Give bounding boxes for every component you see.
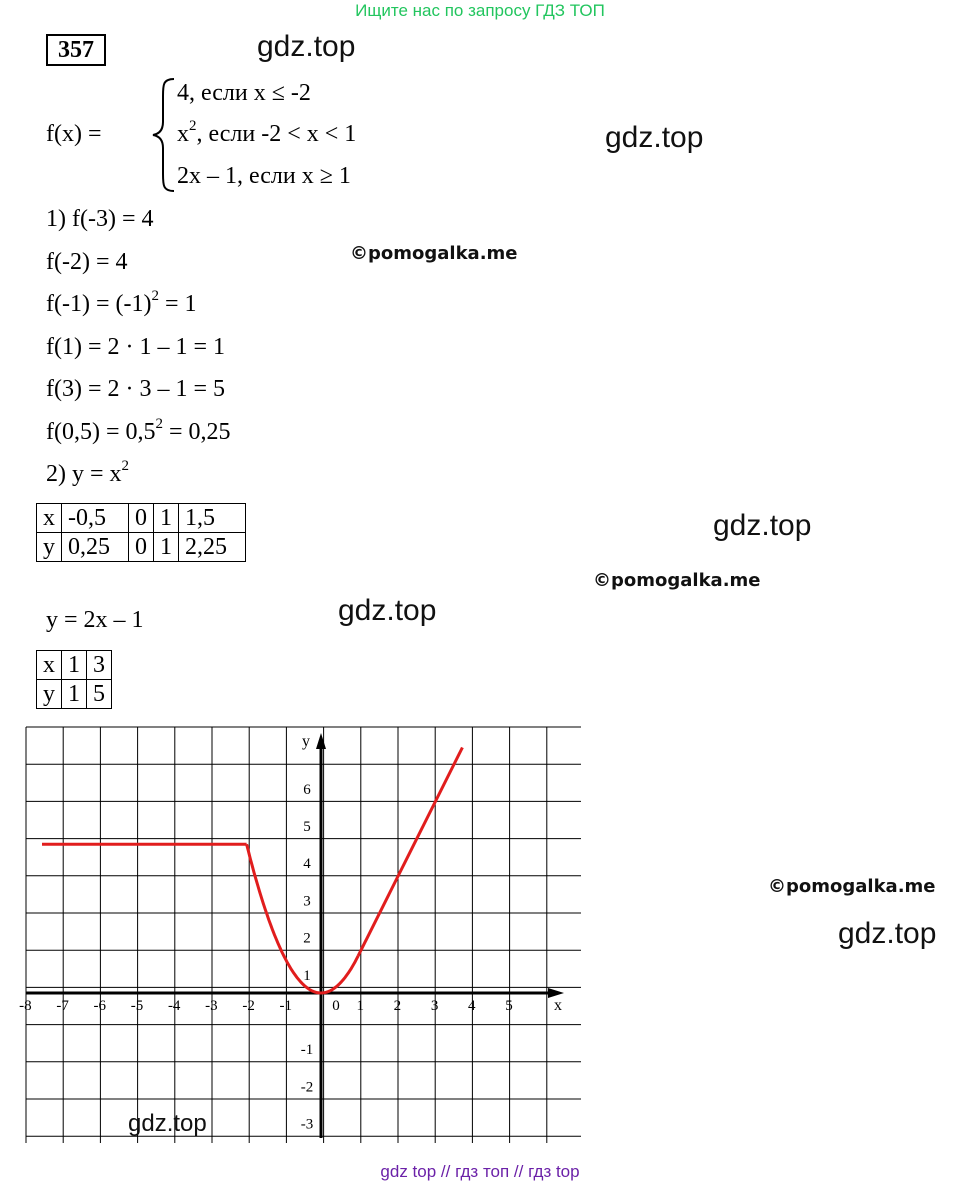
part2-text: 2) y = x xyxy=(46,461,122,487)
x-tick-label: -5 xyxy=(130,998,144,1014)
watermark-pomogalka: ©pomogalka.me xyxy=(350,243,518,264)
y-tick-label: -1 xyxy=(300,1042,314,1059)
case-2-condition: , если -2 < x < 1 xyxy=(196,121,357,147)
y-axis-arrow-icon xyxy=(316,733,326,749)
table-cell: x xyxy=(37,651,62,680)
y-axis-label: y xyxy=(302,733,310,750)
x-tick-label: -3 xyxy=(205,998,218,1014)
calc-line: f(1) = 2 · 1 – 1 = 1 xyxy=(46,334,226,360)
case-3-condition: , если x ≥ 1 xyxy=(237,163,351,189)
x-tick-label: 5 xyxy=(505,998,513,1014)
case-1-expr: 4 xyxy=(177,80,189,106)
calc-exponent: 2 xyxy=(151,288,159,304)
x-tick-label: -1 xyxy=(279,998,293,1014)
table-cell: 0 xyxy=(129,533,154,562)
calc-text: = 0,25 xyxy=(163,419,231,445)
calc-text: f(0,5) = 0,5 xyxy=(46,419,156,445)
watermark-pomogalka: ©pomogalka.me xyxy=(768,876,936,897)
y-tick-label: 5 xyxy=(303,819,311,835)
y-tick-label: -2 xyxy=(300,1079,314,1096)
case-2-exponent: 2 xyxy=(189,118,197,134)
x-tick-label: 0 xyxy=(332,998,340,1014)
table-cell: 2,25 xyxy=(179,533,246,562)
watermark-gdz: gdz.top xyxy=(605,121,704,154)
x-tick-label: -6 xyxy=(93,998,107,1014)
table-cell: 1 xyxy=(62,680,87,709)
watermark-gdz: gdz.top xyxy=(838,917,937,950)
y-tick-label: 2 xyxy=(303,930,311,947)
x-tick-label: -8 xyxy=(19,998,32,1014)
x-tick-label: -2 xyxy=(242,998,255,1014)
watermark-pomogalka: ©pomogalka.me xyxy=(593,570,761,591)
table-cell: 0 xyxy=(129,504,154,533)
x-tick-label: 3 xyxy=(430,998,439,1014)
table-cell: y xyxy=(37,680,62,709)
table-cell: 1 xyxy=(154,504,179,533)
watermark-gdz: gdz.top xyxy=(338,594,437,627)
series-line xyxy=(358,748,462,956)
x-tick-label: -4 xyxy=(167,998,181,1014)
calc-line: f(-2) = 4 xyxy=(46,249,128,275)
table-cell: 3 xyxy=(87,651,112,680)
watermark-gdz: gdz.top xyxy=(128,1110,207,1137)
case-1-condition: , если x ≤ -2 xyxy=(189,80,311,106)
problem-number: 357 xyxy=(46,34,106,66)
part2-exponent: 2 xyxy=(121,458,130,474)
search-banner[interactable]: Ищите нас по запросу ГДЗ ТОП xyxy=(355,1,605,20)
part1-label: 1) f(-3) = 4 xyxy=(46,206,154,232)
axes xyxy=(26,733,564,1138)
linear-label: y = 2x – 1 xyxy=(46,607,144,633)
function-lhs: f(x) = xyxy=(46,121,102,147)
footer-links[interactable]: gdz top // гдз топ // гдз top xyxy=(380,1162,580,1181)
y-tick-label: 4 xyxy=(303,856,311,873)
watermark-gdz: gdz.top xyxy=(713,509,812,542)
case-3-expr: 2x – 1 xyxy=(177,163,237,189)
table-cell: -0,5 xyxy=(62,504,129,533)
table-cell: 0,25 xyxy=(62,533,129,562)
x-tick-label: 4 xyxy=(468,998,476,1014)
calc-line: f(3) = 2 · 3 – 1 = 5 xyxy=(46,376,226,402)
table-cell: 5 xyxy=(87,680,112,709)
y-tick-label: -3 xyxy=(300,1116,314,1133)
x-tick-label: -7 xyxy=(56,998,69,1014)
case-2-expr: x xyxy=(177,121,189,147)
table-cell: 1 xyxy=(62,651,87,680)
y-tick-label: 3 xyxy=(303,893,311,910)
watermark-gdz: gdz.top xyxy=(257,30,356,63)
table-cell: x xyxy=(37,504,62,533)
x-tick-label: 1 xyxy=(356,998,364,1014)
y-tick-label: 6 xyxy=(303,781,311,798)
x-tick-label: 2 xyxy=(393,998,402,1014)
table-cell: 1 xyxy=(154,533,179,562)
x-axis-label: x xyxy=(554,997,562,1014)
table-cell: y xyxy=(37,533,62,562)
table-cell: 1,5 xyxy=(179,504,246,533)
calc-text: = 1 xyxy=(158,291,197,317)
calc-text: f(-1) = (-1) xyxy=(46,291,152,317)
y-tick-label: 1 xyxy=(303,967,311,984)
series xyxy=(42,748,462,994)
calc-exponent: 2 xyxy=(155,416,164,432)
